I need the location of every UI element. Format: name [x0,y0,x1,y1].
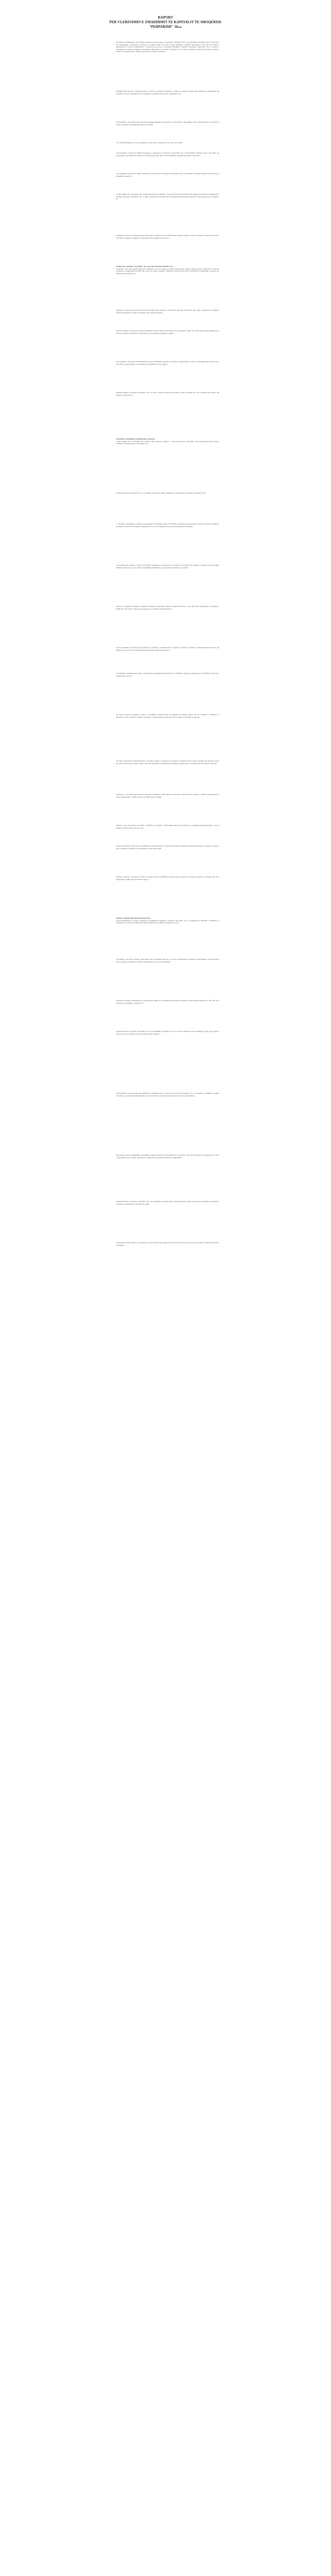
paragraph [116,523,219,528]
paragraph [116,41,219,53]
paragraph [116,760,219,765]
paragraph [116,142,219,144]
paragraph [116,999,219,1004]
paragraph-text: "Perparimi" Sh.a. eshte shoqeri aksionare e themeluar ne baze te Ligjit per tregtaret dhe shoqerite tregtare. Shoqeria eshte e regjistruar ne Qendren Kombetare te Regjistrimit me NIPT dhe vepron ne Tirane. Vendimi i Gjykates se Rrethit Tirane date 26.04.2000 per regjistrimin e shoqerise ka sanksionuar aktivitetin e saj. [116,267,219,275]
paragraph-text: 1-Ne Hollim Vendimet te vitit te Asamblese se Aksionareve "Perparimi" Sh.a. date 02.07.2008. [116,142,183,144]
paragraph-text: Gjate dokumentimit te te gjitha veprimeve te zmadhimit te kapitalit te shoqerise "Perparimi" Sh.a. ne perputhje me Vendimin e Asamblese se Aksionareve te dates 02.07.2008, jane ndjekur rregullat e percaktuara ne ligj dhe ne statut. [116,919,219,924]
paragraph [116,193,219,200]
paragraph-text: Kapitali themeltar i shoqerise "Perparimi" Sh.a. pas zmadhimit te kapitalit do te jete i ndare ne aksione me vlere nominale te njejte, dhe regjistri i aksionareve do te perditesohet ne perputhje me kete zmadhim. [116,1030,219,1035]
paragraph [116,438,219,445]
paragraph [116,564,219,569]
paragraph-text: 1-Ligji nr.9901 date 14.04.2008 "Per Tregtaret dhe Shoqerite Tregtare". 2-Ligji nr.9228 date 29.04.2004 "Per Kontabilitetin dhe Pasqyrat Financiare" dhe Rregullorja per zbatimin e tij. [116,440,219,445]
paragraph [116,1200,219,1205]
paragraph [116,1154,219,1159]
paragraph-text: Aksionaret e shoqerise jane persona fizike dhe juridike sipas regjistrit te aksionareve. Shoqeria "Perparimi" Sh.a. eshte e regjistruar ne Regjistrin Tregtar dhe kapitali i saj eshte i nenshkruar dhe i paguar plotesisht. [116,309,219,314]
paragraph-text: Gjendja e kapitalit te shoqerise pas zmadhimit te kapitalit rezulton e barabarte me shumen e kapitalit ekzistues dhe fitimeve qe kalojne ne kapital, sipas vendimit te Asamblese se Aksionareve te dates 02.07.2008. [116,845,219,850]
paragraph-text: a) Verifikimi i dokumentacionit ligjor; b) Verifikimi i dokumentacionit kontabel; c) Verifikimi i regjistrit te aksionareve; d) Verifikimi i llogarive te kapitalit dhe rezervave. [116,672,219,677]
paragraph [116,1030,219,1035]
paragraph [116,714,219,718]
paragraph [116,330,219,334]
paragraph-text: Verifikimi dhe vleresimi i dokumentacionit u beson ne perputhje me kerkesat e Ligjit per shoqerite tregtare dhe standardet e kontabilitetit. Per realizimin e detyres u mbeshtetem ne dokumentet e paraqitura nga shoqeria "Perparimi" Sh.a. [116,90,219,95]
paragraph-text: Per realizimin e vleresimit te kesaj kapitali (zmadhim kapitali) jane shqyrtuar ne detaj faktet e meposhtme, si dhe dokumentacioni qe rezulton ne dosjet e shoqerise dhe dokumentet ligjore e kontabel: [116,121,219,126]
paragraph [116,309,219,314]
paragraph [116,173,219,177]
paragraph [116,876,219,880]
paragraph [116,152,219,157]
paragraph-text: Per kete verifikim, kontrolluam dhe vertetuam: i) kapitalin e nenshkruar dhe te paguar te shoqerise; ii) fitimet e pashperndara sipas bilancit; iii) fitimin neto te vitit 2007; iv) shperndarjen e dividenteve dhe rezervat ligjore. [116,647,219,651]
paragraph-text: 4-Ligji nr.9901 date 14.04.2008 "Per Tregtaret dhe Shoqerite Tregtare". 5-Ligji nr.9723 date 03.05.2007 "Per Qendren Kombetare te Regjistrimit". 6-Statuti i shoqerise "Perparimi" Sh.a. 7-Ligji nr.9228 date 29.04.2004 "Per Kontabilitetin dhe Pasqyrat Financiare" dhe Rregullorja per zbatimin e tij. [116,193,219,200]
paragraph-text: Perpara se realizohet zmadhimi i kapitalit, Asambleja e Aksionareve miratoi pasqyrat financiare te vitit 2007 dhe shperndarjen e dividenteve. Fitimi neto i vitit 2007 rezulton sipas pasqyres se te ardhurave dhe shpenzimeve. [116,605,219,610]
paragraph-text: Kapitali themeltar i shoqerise "Perparimi" Sh.a. pas zmadhimit te kapitalit eshte i nenshkruar dhe i paguar plotesisht ne perputhje me vendimin e Asamblese se Aksionareve dhe kerkesat e ligjit. [116,1200,219,1205]
title-line: RAPORT [158,15,173,20]
section-heading: Zbatimi e realizimi dhe dokumentacionit baze. [116,917,151,919]
paragraph [116,265,219,275]
paragraph-text: "Perparimi Trading Limited" ka pjesemarrjen e saj ne kapital sipas regjistrit te aksionareve dhe aksionet e reja i shperndahen ne perpjestim me kete pjesemarrje. [116,1242,219,1246]
paragraph [116,647,219,651]
title-line: "PERPARIMI" Sh.a. [148,25,183,29]
paragraph-text: Ne perfundim te ketij vleresimi dhe shqyrtimit te dokumentacionit te paraqitur nga shoqeria "Perparimi" Sh.a., vleresojme se zmadhimi i kapitalit eshte kryer ne perputhje me kerkesat ligjore, dhe qe shumat qe kalojne ne kapital jane reale dhe te dokumentuara. [116,1092,219,1097]
paragraph-text: 2 - Realizimi i zmadhimit te kapitalit. Ne perputhje me Vendimin e dates 02.07.2008 te Asamblese se Aksionareve, kapitali i shoqerise zmadhohet me fitimet e vitit 2007 dhe fitimet e pashperndara te viteve te meparshme qe nuk jane shperndare si dividente. [116,523,219,528]
paragraph [116,121,219,126]
paragraph [116,917,219,924]
paragraph-text: Aksionet e reja qe leshohen si rezultat i zmadhimit te kapitalit u shperndahen aksionareve ekzistues ne perpjestim me pjesemarrjen e tyre ne kapital, pa pagese shtese nga ana e tyre. [116,824,219,829]
paragraph [116,234,219,239]
paragraph [116,492,219,495]
paragraph-text: Kapitali themeltar i shoqerise ne daten e themelimit ka qene i ndare ne aksione me vlere nominale te njejte. Ne vijim, kapitali eshte zmadhuar disa here me vendime te Asamblese se Aksionareve dhe regjistrime perkatese ne QKR. [116,330,219,334]
paragraph [116,90,219,95]
section-heading: Pershkrimi e zmadhimit te kapitalit dhe te shoqerise [116,438,155,440]
paragraph [116,958,219,963]
report-title [0,15,331,29]
paragraph [116,1092,219,1097]
paragraph [116,1242,219,1246]
paragraph-text: Nga analiza e kryer, konkludojme se zmadhimi i kapitalit te shoqerise "Perparimi" Sh.a. me fitimet e vitit 2007 dhe fitimet e pashperndara te viteve te meparshme eshte i rregullt, dhe mund te regjistrohet ne Qendren Kombetare te Regjistrimit. [116,1154,219,1159]
paragraph-text: Gjendja e kapitalit te shoqerise ne daten 31.12.2007 dhe pas zmadhimit te kapitalit eshte pasqyruar ne regjistrat kontabel te shoqerise dhe do te regjistrohet ne QKR sipas procedurave ligjore. [116,876,219,880]
paragraph [116,793,219,798]
section-heading: Ti dhena per shoqerine "Perparimi" Sh.a. per aktivitetin dhe kapitalin e saj. [116,265,173,267]
paragraph-text: Ne bilancin e vitit 2007, shoqeria "Perparimi" Sh.a. ka realizuar fitim neto, i cili pas shperndarjes se dividenteve dhe krijimit te rezerves ligjore kalon ne kapital, se bashku me fitimet e pashperndara te viteve te meparshme. [116,958,219,963]
paragraph-text: 3-Ne Vendimin e dates 02.07.2008 te Asamblese se Aksionareve te Shoqerise "Perparimi" Sh.a. per emerimin e ekspertit kontabel te autorizuar per zmadhimin e kapitalit. [116,173,219,177]
paragraph [116,824,219,829]
paragraph-text: i) Statuti i shoqerise "Perparimi" Sh.a. ii) Vendimi i datee 02.07.2008 i Asamblese se Aksionareve te Shoqerise "Perparimi" Sh.a. [116,492,206,494]
paragraph-text: Ne zbatim te Vendimit date 02.07.2008 te Asamblese se Aksionareve te Shoqerise "Perparimi" Sh.a. "Per miratimin e Rregullit Vjetor te vitit 2007, per shperndarjen e dividenteve te fitimeve te realizuara gjate vitit 2007, si dhe zmadhimin e kapitalit nga fitimet e vitit 2007 dhe fitimet e pashperndara te viteve te meparshme", u kerkua nga ana juaj te vleresohej zmadhimi i kapitalit te shoqerise "Perparimi" Sh.a. si rezultat i konvertimit ne aksione te fitimit te pashperndare dhe fitimit te vitit 2007 te miratuar per t'u kthyer ne kapital. Ne kete raport jepen te dhenat e fitimeve te realizuara dhe te fitimeve qe kalojne ne kapital te shoqerise. [116,41,219,53]
paragraph-text: Dokumentacioni baze qe eshte paraqitur nga shoqeria "Perparimi" Sh.a. perbehet nga: ekstrakti i QKR-se, statuti i shoqerise, pasqyrat financiare te vitit 2007, vendimet e Asamblese se Aksionareve dhe regjistri i aksionareve. [116,234,219,239]
paragraph-text: 2-Ne Vendimin e dates 02.07.2008 te Asamblese se Aksionareve te Shoqerise "Perparimi" Sh.a. "Per miratimin e Bilancit vjetor te vitit 2007, per shperndarjen e dividenteve te fitimeve te realizuara gjate vitit 2007, si dhe zmadhimin e kapitalit nga fitimet e vitit 2007". [116,152,219,157]
paragraph-text: Ne perputhje me Vendimin e dates 02.07.2008 te Asamblese se Aksionareve te Shoqerise "Perparimi" Sh.a. kapitali i shoqerise rritet nepermjet leshimit te aksioneve te reja, te cilat u shperndahen aksionareve ne perpjestim me aksionet qe zoterojne. [116,564,219,569]
title-line: PER VLERESIMIN E ZMADHIMIT TE KAPITALIT TE SHOQERISE [109,20,222,24]
paragraph-text: Ne vijim te kontrollit te dokumentacionit te paraqitur, rezulton se shoqeria ka nje kapital te regjistruar dhe te paguar plotesisht, me aksione te njejta me vlere nominale sipas statutit. Fitimi i vitit 2007 dhe fitimet e pashperndara qe kalojne ne kapital jane te dokumentuara ne bilancin e miratuar. [116,760,219,765]
paragraph-text: Ne vijim te ketyre procedurave, rezultoi se zmadhimi i kapitalit eshte ne perputhje me kerkesat ligjore dhe me vendimin e Asamblese se Aksionareve, dhe qe shumat e fitimeve qe kalojne ne kapital jane te pasqyruara sakte ne pasqyrat financiare te shoqerise. [116,714,219,718]
paragraph [116,605,219,610]
paragraph [116,361,219,365]
paragraph-text: Me Vendimin e dates 02.07.2008 Asambleja miratoi zmadhimin e kapitalit me fitimet e pashperndara te viteve te meparshme dhe fitimin neto te vitit 2007, pas shperndarjes se dividenteve dhe krijimit te rezerves ligjore. [116,361,219,365]
paragraph-text: Kapitali themeltar i shoqerise "Perparimi" Sh.a. ne date te hartimit te ketij raporti eshte i ndare ne aksione me vlere nominale sipas statutit dhe regjistrit te aksionareve. [116,392,219,396]
paragraph-text: -Fitimi neto i vitit 2007 sipas bilancit te miratuar; -Dividente te shperndara per aksionaret; -Rezerva ligjore e krijuar; -Fitime te pashperndara te viteve te meparshme; -Shuma qe kalon ne kapital sipas vendimit. [116,793,219,798]
paragraph [116,845,219,850]
paragraph [116,672,219,677]
paragraph [116,392,219,396]
paragraph-text: Shoqeria ka mbajtur kontabilitetin ne perputhje me Ligjin per kontabilitetin dhe pasqyrat financiare, dhe pasqyrat financiare te vitit 2007 jane miratuar nga Asambleja e Aksionareve. [116,999,219,1004]
